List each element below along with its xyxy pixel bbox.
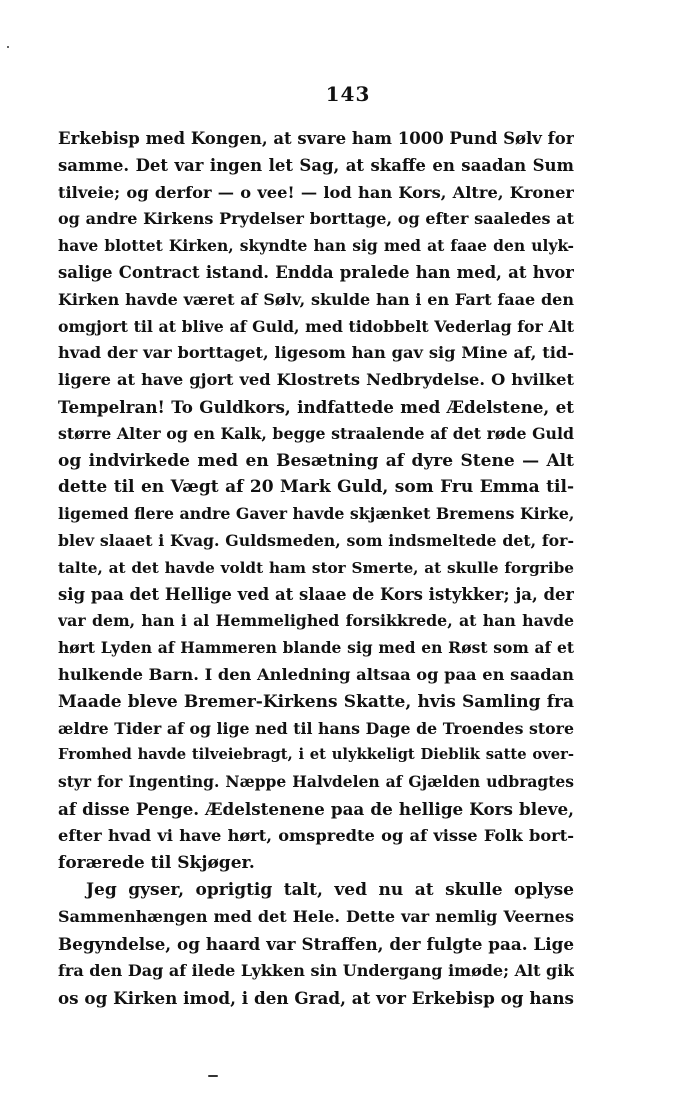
text-line: og andre Kirkens Prydelser borttage, og efter saaledes at [58,209,574,229]
text-line: Jeg gyser, oprigtig talt, ved nu at skulle oplyse [86,880,574,901]
text-line: ligere at have gjort ved Klostrets Nedbrydelse. O hvilket [58,370,574,390]
text-line: og indvirkede med en Besætning af dyre Stene — Alt [58,450,574,471]
text-line: var dem, han i al Hemmelighed forsikkrede, at han havde [58,611,574,631]
text-line: omgjort til at blive af Guld, med tidobbelt Vederlag for Alt [58,316,574,336]
print-speck [208,1075,218,1077]
text-line: Erkebisp med Kongen, at svare ham 1000 Pund Sølv for [58,129,574,148]
text-line: samme. Det var ingen let Sag, at skaffe en saadan Sum [58,155,574,175]
text-line: Kirken havde været af Sølv, skulde han i en Fart faae den [58,289,574,309]
text-line: efter hvad vi have hørt, omspredte og af visse Folk bort- [58,825,574,845]
text-line: af disse Penge. Ædelstenene paa de hellige Kors bleve, [58,798,574,819]
text-line: tilveie; og derfor — o vee! — lod han Kors, Altre, Kroner [58,182,574,202]
text-line: Begyndelse, og haard var Straffen, der fulgte paa. Lige [58,933,574,954]
paragraph-2 [58,877,574,1011]
text-line: styr for Ingenting. Næppe Halvdelen af Gjælden udbragtes [58,772,574,792]
text-line: Maade bleve Bremer-Kirkens Skatte, hvis Samling fra [58,691,574,712]
text-line: større Alter og en Kalk, begge straalende af det røde Guld [58,423,574,443]
paragraph-1 [58,126,574,876]
text-line: blev slaaet i Kvag. Guldsmeden, som indsmeltede det, for- [58,530,574,550]
text-line: Fromhed havde tilveiebragt, i et ulykkeligt Dieblik satte over- [58,746,574,764]
text-line: sig paa det Hellige ved at slaae de Kors istykker; ja, der [58,584,574,604]
text-line: talte, at det havde voldt ham stor Smerte, at skulle forgribe [58,558,574,577]
text-line: hvad der var borttaget, ligesom han gav sig Mine af, tid- [58,343,574,363]
body-text [58,126,574,1011]
text-line: fra den Dag af ilede Lykken sin Undergang imøde; Alt gik [58,960,574,980]
text-line: dette til en Vægt af 20 Mark Guld, som Fru Emma til- [58,477,574,498]
print-speck [7,46,9,48]
text-line: Tempelran! To Guldkors, indfattede med Ædelstene, et [58,396,574,417]
text-line: os og Kirken imod, i den Grad, at vor Erkebisp og hans [58,987,574,1008]
text-line: ældre Tider af og lige ned til hans Dage de Troendes store [58,718,574,738]
text-line: hulkende Barn. I den Anledning altsaa og paa en saadan [58,664,574,684]
text-line: Sammenhængen med det Hele. Dette var nemlig Veernes [58,907,574,927]
text-line: hørt Lyden af Hammeren blande sig med en Røst som af et [58,638,574,658]
text-line: salige Contract istand. Endda pralede han med, at hvor [58,262,574,282]
text-line: have blottet Kirken, skyndte han sig med at faae den ulyk- [58,236,574,256]
text-line: ligemed flere andre Gaver havde skjænket Bremens Kirke, [58,504,574,524]
page-number: 143 [325,82,371,106]
text-line: forærede til Skjøger. [58,852,255,873]
